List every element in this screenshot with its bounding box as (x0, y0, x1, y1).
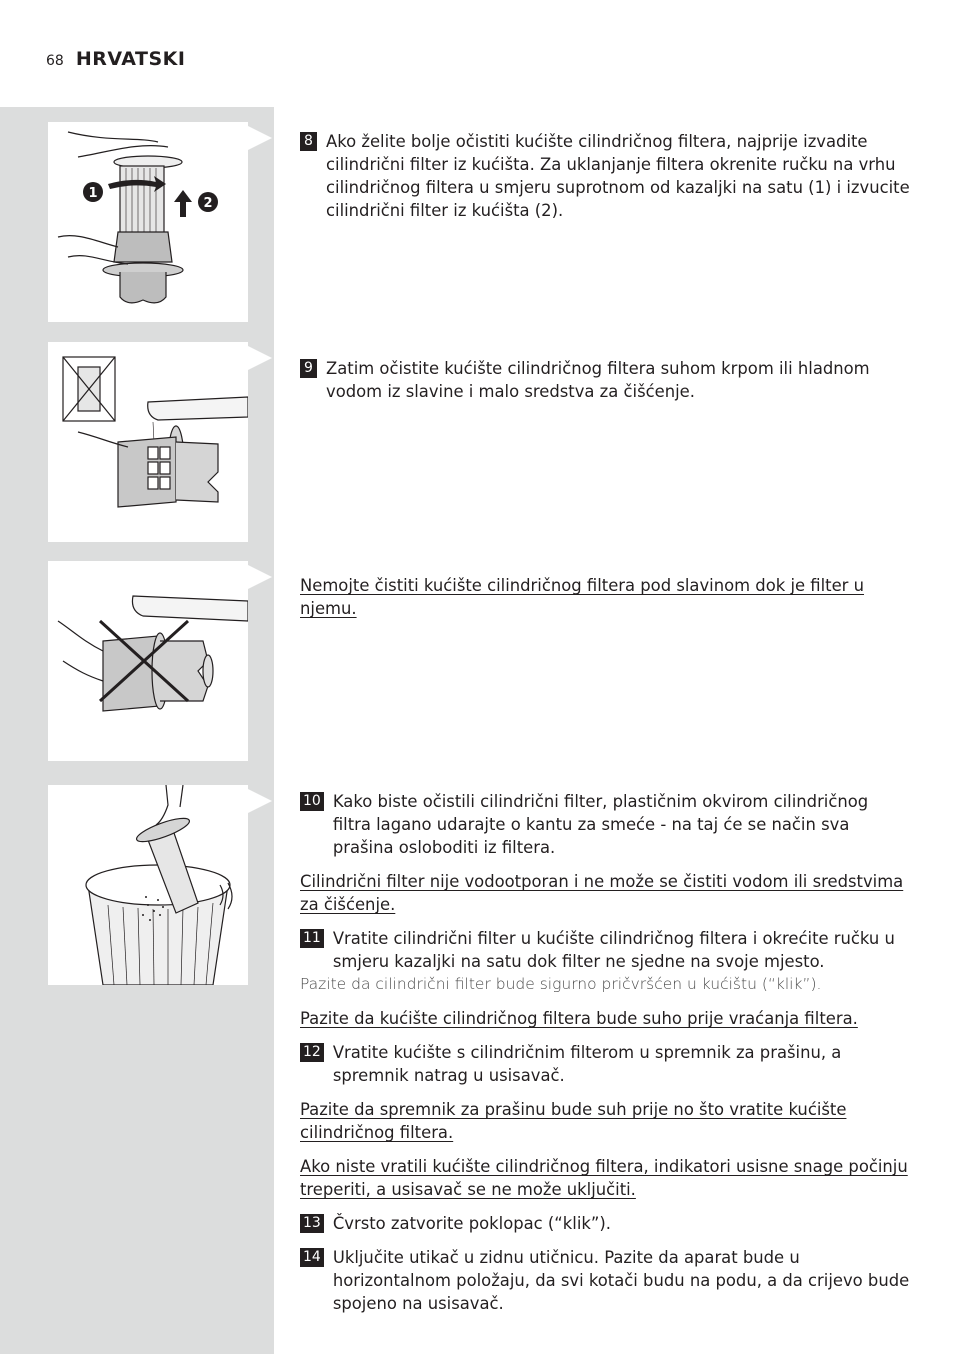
figure-pointer (248, 126, 272, 150)
step-number-badge: 8 (300, 132, 317, 151)
step-8 (300, 130, 910, 222)
callout-1-label: 1 (88, 186, 98, 201)
step-text: Čvrsto zatvorite poklopac (“klik”). (332, 1214, 611, 1233)
step-text: Vratite kućište s cilindričnim filterom u spremnik za prašinu, a spremnik natrag u usisavač. (332, 1043, 842, 1085)
step-11 (300, 927, 910, 973)
warning-not-waterproof: Cilindrični filter nije vodootporan i ne može se čistiti vodom ili sredstvima za čišćenje. (300, 872, 904, 914)
step-14 (300, 1246, 910, 1315)
step-10 (300, 790, 910, 859)
step-text: Zatim očistite kućište cilindričnog filtera suhom krpom ili hladnom vodom iz slavine i malo sredstva za čišćenje. (326, 359, 870, 401)
step-number-badge: 12 (300, 1043, 324, 1062)
step-number-badge: 11 (300, 929, 324, 948)
warning-dry-housing: Pazite da kućište cilindričnog filtera bude suho prije vraćanja filtera. (300, 1009, 858, 1028)
figure-clean-housing (48, 342, 248, 542)
step-text: Ako želite bolje očistiti kućište cilindričnog filtera, najprije izvadite cilindrični filter iz kućišta. Za uklanjanje filtera okrenite ručku na vrhu cilindričnog filtera u smjeru suprotnom od kazaljki na satu (1) i izvucite cilindrični filter iz kućišta (2). (326, 132, 910, 220)
figure-no-tap (48, 561, 248, 761)
figure-tap-filter-bin (48, 785, 248, 985)
figure-pointer (248, 789, 272, 813)
tip-secure-click: Pazite da cilindrični filter bude sigurno pričvršćen u kućištu (“klik”). (300, 975, 822, 993)
tap-filter-bin-illustration (48, 785, 248, 985)
step-number-badge: 14 (300, 1248, 324, 1267)
warning-no-tap: Nemojte čistiti kućište cilindričnog filtera pod slavinom dok je filter u njemu. (300, 576, 865, 618)
warning-no-tap-block (300, 574, 910, 631)
step-8-block (300, 130, 910, 233)
step-12 (300, 1041, 910, 1087)
warning-dry-container: Pazite da spremnik za prašinu bude suh prije no što vratite kućište cilindričnog filtera. (300, 1100, 847, 1142)
warning-indicators-blink: Ako niste vratili kućište cilindričnog filtera, indikatori usisne snage počinju treperiti, a usisavač se ne može uključiti. (300, 1157, 908, 1199)
step-number-badge: 9 (300, 359, 317, 378)
page-header (46, 48, 185, 74)
step-text: Kako biste očistili cilindrični filter, plastičnim okvirom cilindričnog filtra lagano udarajte o kantu za smeće - na taj će se način sva prašina osloboditi iz filtera. (332, 792, 869, 857)
no-tap-illustration (48, 561, 248, 761)
step-text: Vratite cilindrični filter u kućište cilindričnog filtera i okrećite ručku u smjeru kazaljki na satu dok filter ne sjedne na svoje mjesto. (332, 929, 895, 971)
steps-10-14-block (300, 790, 910, 1326)
step-13 (300, 1212, 910, 1235)
section-title: HRVATSKI (75, 48, 186, 70)
figure-pointer (248, 346, 272, 370)
clean-housing-illustration (48, 342, 248, 542)
figure-pointer (248, 565, 272, 589)
step-9-block (300, 357, 910, 414)
up-arrow-icon (174, 190, 192, 217)
step-number-badge: 10 (300, 792, 324, 811)
step-9 (300, 357, 910, 403)
page-number: 68 (46, 53, 64, 69)
callout-2-label: 2 (203, 196, 213, 211)
step-text: Uključite utikač u zidnu utičnicu. Pazite da aparat bude u horizontalnom položaju, da svi kotači budu na podu, a da crijevo bude spojeno na usisavač. (332, 1248, 910, 1313)
step-number-badge: 13 (300, 1214, 324, 1233)
figure-remove-filter (48, 122, 248, 322)
remove-filter-illustration (48, 122, 248, 322)
